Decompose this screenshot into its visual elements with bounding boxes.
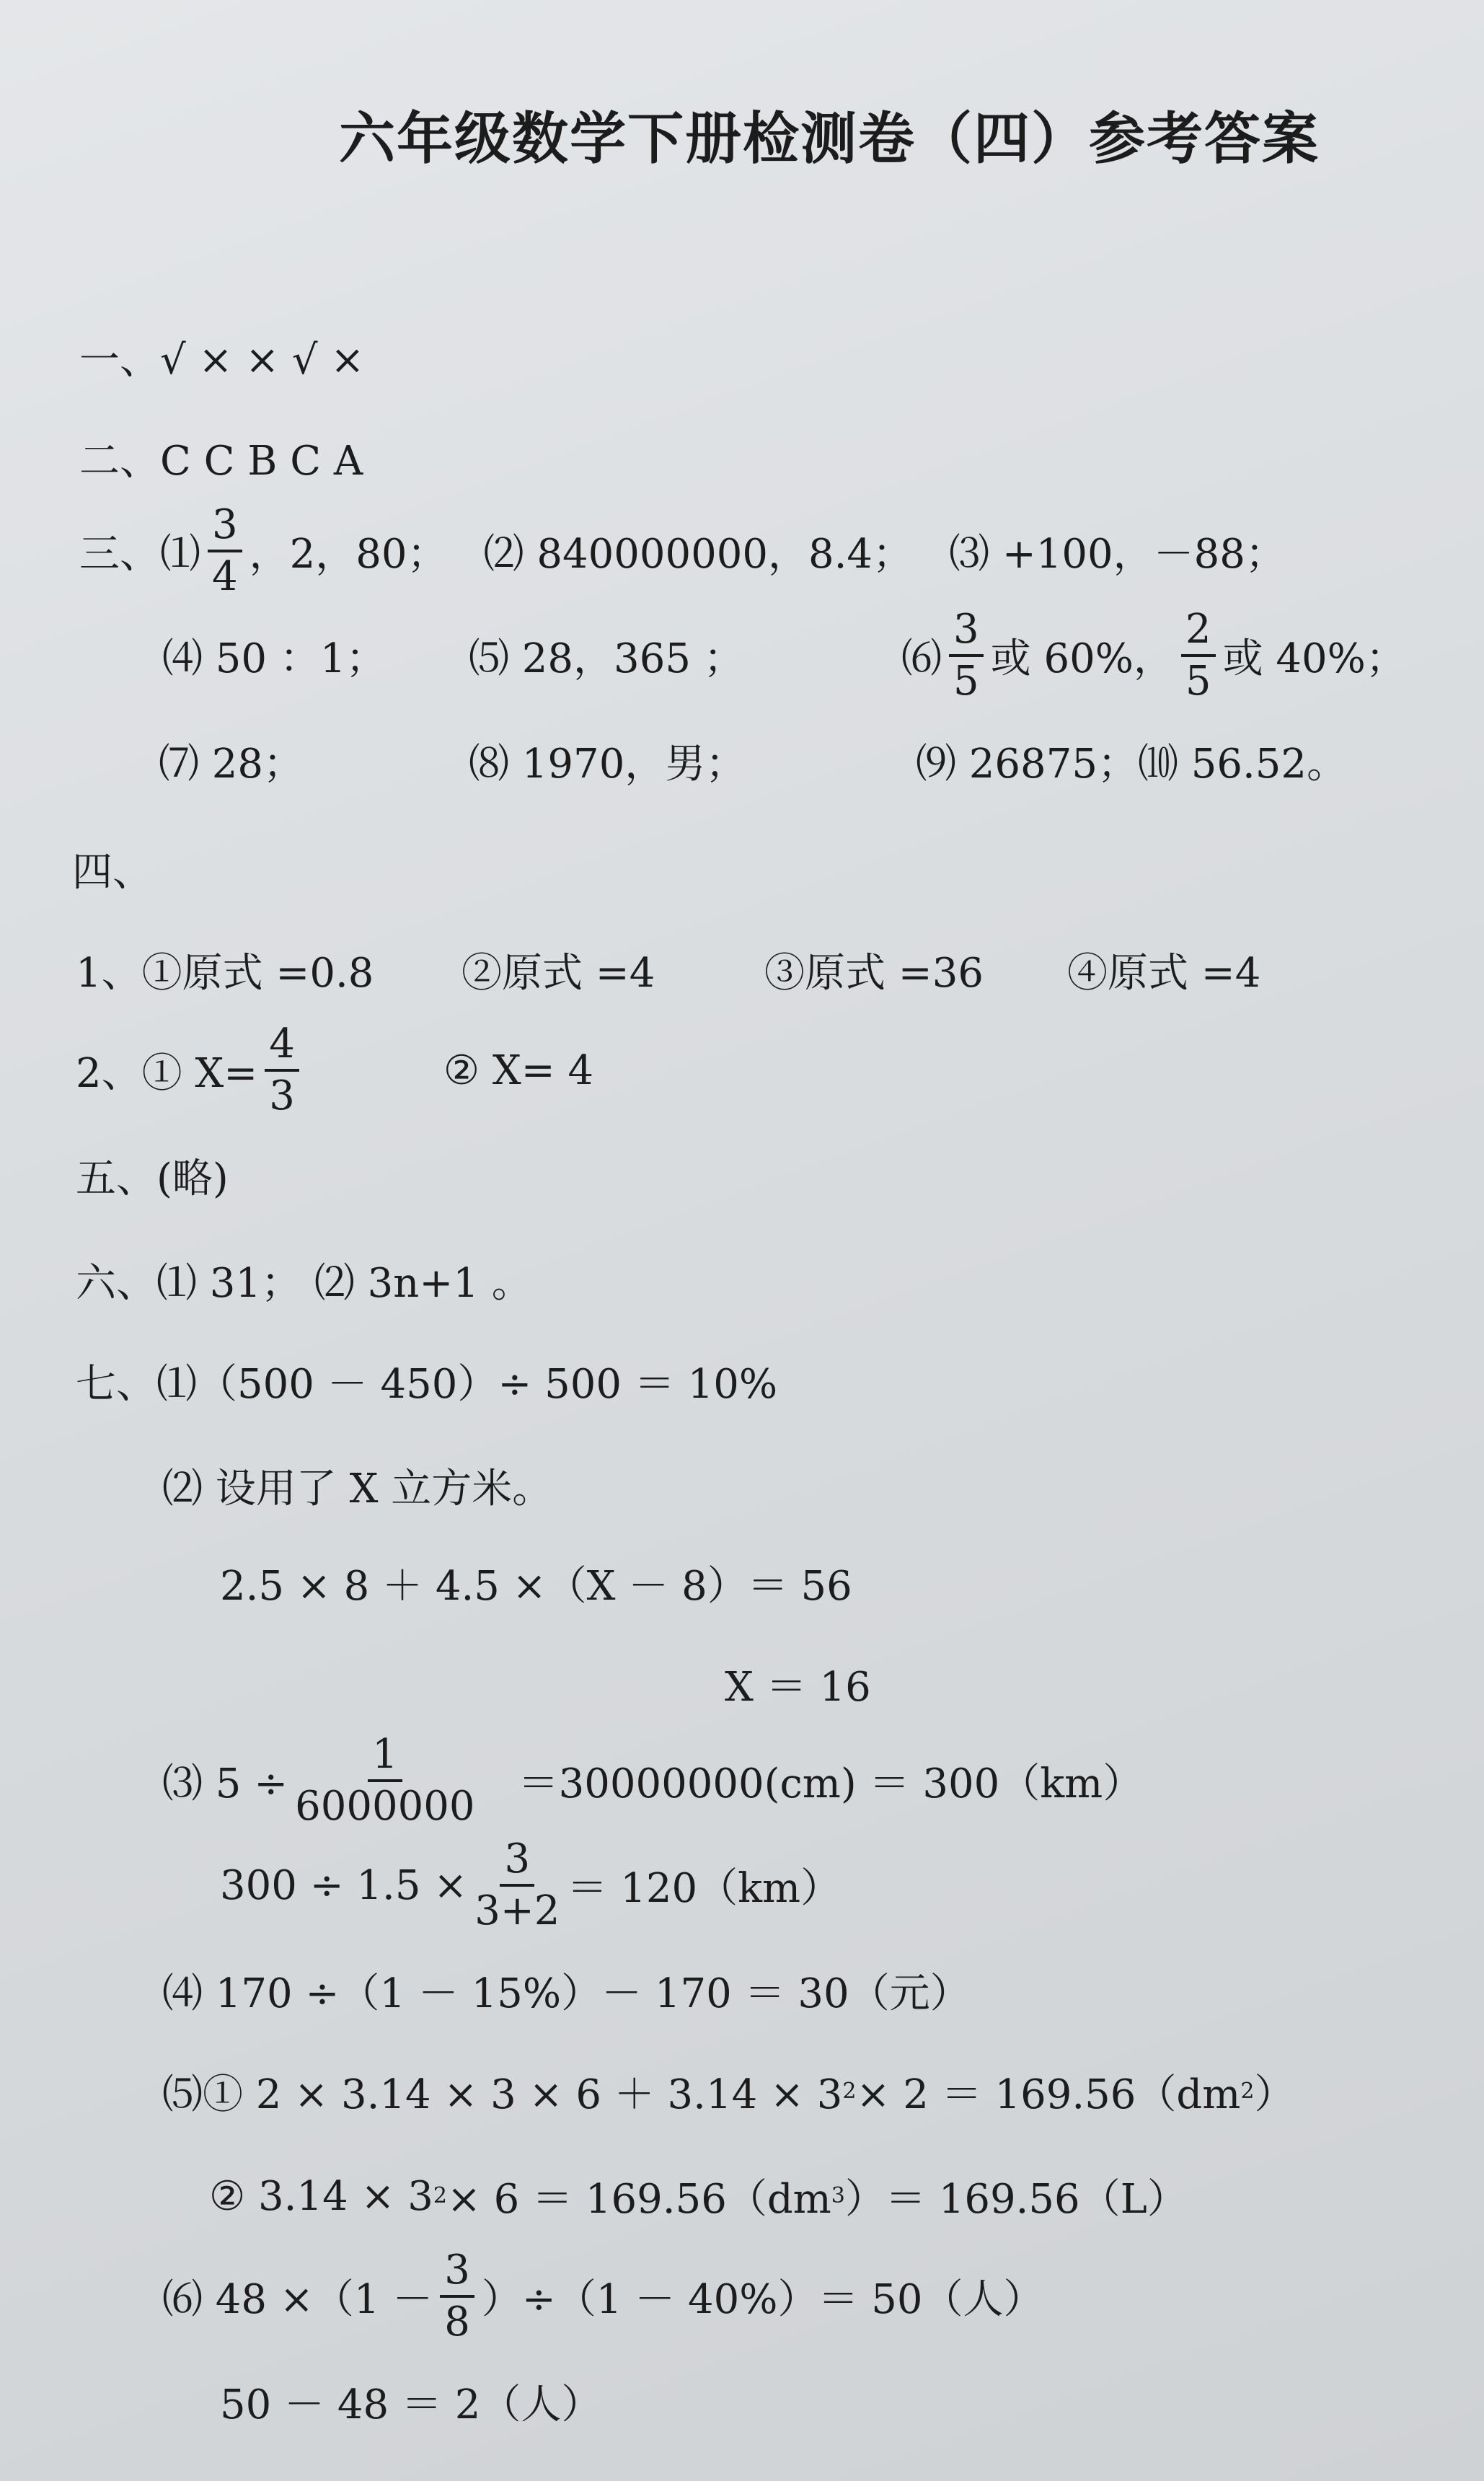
fraction-denominator: 5 (1185, 658, 1211, 705)
section-7-line-4: X ＝ 16 (725, 1664, 871, 1711)
section-6: 六、⑴ 31； ⑵ 3n+1 。 (76, 1260, 532, 1307)
section-7-line-2: ⑵ 设用了 X 立方米。 (162, 1466, 553, 1512)
expr-part: ② 3.14 × 3 (209, 2172, 433, 2220)
fraction (295, 1731, 475, 1830)
fraction (265, 1021, 299, 1119)
q8-answer: ⑻ 1970，男； (469, 741, 746, 788)
section-4-heading: 四、 (72, 849, 153, 896)
section-3-prefix: 三、 (79, 531, 160, 578)
fraction-denominator: 5 (953, 658, 979, 705)
q3-answer: ⑶ +100，－88； (949, 531, 1286, 578)
fraction-denominator: 8 (444, 2299, 470, 2345)
section-4-line-2 (76, 1021, 594, 1119)
q2-answer: ⑵ 840000000，8.4； (483, 531, 914, 578)
q6-end: 或 40%； (1222, 635, 1406, 682)
expr-part: ） (1254, 2071, 1295, 2118)
fraction (474, 1836, 560, 1934)
section-7-line-7: ⑷ 170 ÷（1 － 15%）－ 170 ＝ 30（元） (162, 1970, 971, 2017)
section-7-line-1: 七、⑴（500 － 450）÷ 500 ＝ 10% (76, 1361, 778, 1408)
fraction (949, 606, 984, 705)
expr-part: ）÷（1 － 40%）＝ 50（人） (481, 2276, 1044, 2323)
fraction (1181, 606, 1216, 705)
fraction-denominator: 6000000 (295, 1783, 475, 1830)
fraction-numerator: 3 (500, 1839, 534, 1887)
q6-mid: 或 60%， (990, 635, 1174, 682)
fraction-numerator: 3 (208, 505, 242, 552)
expr-part: ⑶ 5 ÷ (162, 1761, 288, 1807)
q4-answer: ⑷ 50 ：1； (162, 635, 387, 682)
section-5: 五、(略) (76, 1155, 229, 1202)
expr-part: ⑸① 2 × 3.14 × 3 × 6 ＋ 3.14 × 3 (162, 2071, 843, 2118)
section-4-line-1 (76, 941, 1260, 999)
fraction-numerator: 3 (949, 609, 984, 657)
section-7-line-3: 2.5 × 8 ＋ 4.5 ×（X － 8）＝ 56 (220, 1563, 852, 1610)
section-7-line-10 (162, 2247, 1044, 2345)
fraction-numerator: 1 (368, 1735, 402, 1782)
equation-2: ② X= 4 (443, 1046, 594, 1094)
fraction-numerator: 4 (265, 1024, 299, 1072)
fraction-numerator: 2 (1181, 609, 1216, 657)
expr-part: 300 ÷ 1.5 × (220, 1861, 468, 1909)
page-title: 六年级数学下册检测卷（四）参考答案 (339, 106, 1320, 172)
calc-3: ③原式 =36 (764, 950, 984, 997)
q1-rest: ，2，80； (249, 531, 448, 578)
section-7-line-5 (162, 1731, 1144, 1830)
expr-part: × 6 ＝ 169.56（dm (446, 2176, 831, 2223)
section-3-line-2 (162, 606, 1406, 705)
expr-part: ）＝ 169.56（L） (844, 2176, 1188, 2223)
calc-2: ②原式 =4 (461, 950, 655, 997)
q9-q10-answer: ⑼ 26875；⑽ 56.52。 (916, 741, 1348, 788)
q5-answer: ⑸ 28，365 ； (469, 635, 744, 682)
section-3-line-1 (79, 501, 1286, 600)
expr-part: ⑹ 48 ×（1 － (162, 2276, 433, 2323)
section-7-line-11: 50 － 48 ＝ 2（人） (220, 2381, 602, 2428)
fraction-denominator: 4 (212, 553, 238, 600)
calc-1: 1、①原式 =0.8 (76, 950, 374, 997)
section-7-line-6 (220, 1836, 842, 1934)
expr-part: ＝30000000(cm) ＝ 300（km） (518, 1761, 1144, 1807)
section-1-answers: 一、√ × × √ × (79, 337, 365, 384)
fraction (440, 2247, 474, 2345)
q6-label: ⑹ (901, 635, 942, 682)
q1-label: ⑴ (160, 531, 200, 578)
fraction-denominator: 3 (269, 1072, 295, 1119)
section-7-line-8: ⑸① 2 × 3.14 × 3 × 6 ＋ 3.14 × 3 2 × 2 ＝ 169.56（dm 2 ） (162, 2063, 1294, 2120)
calc-4: ④原式 =4 (1067, 950, 1261, 997)
expr-part: × 2 ＝ 169.56（dm (856, 2071, 1241, 2118)
fraction-numerator: 3 (440, 2250, 474, 2298)
q7-answer: ⑺ 28； (159, 741, 304, 788)
fraction (208, 501, 242, 600)
section-7-line-9: ② 3.14 × 3 2 × 6 ＝ 169.56（dm 3 ）＝ 169.56（L） (209, 2167, 1188, 2225)
equation-1: 2、① X= (76, 1050, 258, 1097)
fraction-denominator: 3+2 (474, 1887, 560, 1934)
section-2-answers: 二、C C B C A (79, 438, 363, 485)
expr-part: ＝ 120（km） (567, 1865, 842, 1912)
section-3-line-3 (159, 732, 1347, 790)
